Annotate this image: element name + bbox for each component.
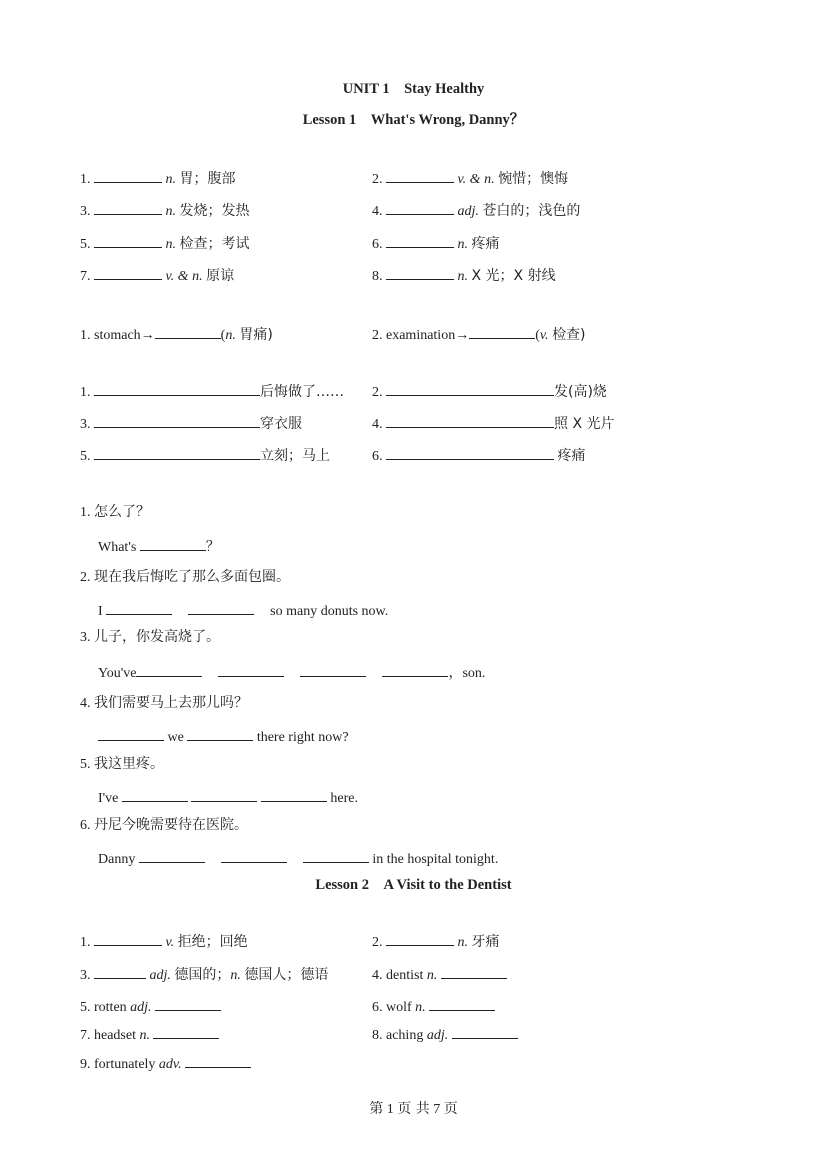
answer-blank[interactable] (386, 931, 454, 946)
answer-blank[interactable] (136, 662, 202, 677)
l1-vocab-item: 3. n. 发烧；发热 (80, 200, 250, 221)
page-footer: 第 1 页 共 7 页 (369, 1101, 458, 1117)
l1-phrase-item: 2. 发(高)烧 (372, 381, 607, 402)
answer-blank[interactable] (94, 168, 162, 183)
l1-vocab-item: 5. n. 检查；考试 (80, 233, 250, 254)
answer-blank[interactable] (94, 413, 260, 428)
answer-blank[interactable] (191, 787, 257, 802)
l1-phrase-item: 4. 照 X 光片 (372, 413, 615, 434)
answer-blank[interactable] (382, 662, 448, 677)
l1-vocab-item: 2. v. & n. 惋惜；懊悔 (372, 168, 568, 189)
l2-vocab-item: 9. fortunately adv. (80, 1053, 251, 1074)
answer-blank[interactable] (452, 1024, 518, 1039)
l1-phrase-item: 3. 穿衣服 (80, 413, 302, 434)
sentence-en: I've here. (98, 787, 358, 808)
answer-blank[interactable] (386, 381, 554, 396)
answer-blank[interactable] (155, 996, 221, 1011)
answer-blank[interactable] (386, 265, 454, 280)
sentence-en: we there right now? (98, 726, 349, 747)
sentence-en: You've ，son. (98, 662, 485, 683)
answer-blank[interactable] (218, 662, 284, 677)
answer-blank[interactable] (94, 964, 146, 979)
sentence-cn: 5. 我这里疼。 (80, 756, 164, 772)
answer-blank[interactable] (221, 848, 287, 863)
answer-blank[interactable] (98, 726, 164, 741)
answer-blank[interactable] (261, 787, 327, 802)
l1-vocab-item: 6. n. 疼痛 (372, 233, 500, 254)
answer-blank[interactable] (188, 600, 254, 615)
sentence-en: I so many donuts now. (98, 600, 388, 621)
l1-derivation-item: 1. stomach→ (n. 胃痛) (80, 324, 273, 345)
sentence-cn: 1. 怎么了？ (80, 504, 150, 520)
answer-blank[interactable] (386, 413, 554, 428)
answer-blank[interactable] (469, 324, 535, 339)
l2-vocab-item: 2. n. 牙痛 (372, 931, 500, 952)
l2-vocab-item: 4. dentist n. (372, 964, 507, 985)
lesson2-title: Lesson 2 A Visit to the Dentist (315, 877, 512, 893)
answer-blank[interactable] (386, 233, 454, 248)
l1-phrase-item: 5. 立刻；马上 (80, 445, 330, 466)
unit-title: UNIT 1 Stay Healthy (342, 81, 485, 97)
l1-vocab-item: 4. adj. 苍白的；浅色的 (372, 200, 580, 221)
sentence-en: What's ？ (98, 536, 220, 557)
answer-blank[interactable] (386, 445, 554, 460)
answer-blank[interactable] (94, 265, 162, 280)
l1-vocab-item: 8. n. X 光；X 射线 (372, 265, 556, 286)
answer-blank[interactable] (94, 445, 260, 460)
sentence-cn: 3. 儿子，你发高烧了。 (80, 629, 220, 645)
answer-blank[interactable] (94, 233, 162, 248)
l2-vocab-item: 3. adj. 德国的；n. 德国人；德语 (80, 964, 328, 985)
answer-blank[interactable] (122, 787, 188, 802)
answer-blank[interactable] (153, 1024, 219, 1039)
sentence-cn: 2. 现在我后悔吃了那么多面包圈。 (80, 569, 290, 585)
answer-blank[interactable] (185, 1053, 251, 1068)
sentence-cn: 4. 我们需要马上去那儿吗？ (80, 695, 248, 711)
l2-vocab-item: 5. rotten adj. (80, 996, 221, 1017)
answer-blank[interactable] (386, 168, 454, 183)
answer-blank[interactable] (429, 996, 495, 1011)
answer-blank[interactable] (139, 848, 205, 863)
answer-blank[interactable] (94, 200, 162, 215)
l1-derivation-item: 2. examination→ (v. 检查) (372, 324, 586, 345)
l2-vocab-item: 6. wolf n. (372, 996, 495, 1017)
answer-blank[interactable] (303, 848, 369, 863)
sentence-en: Danny in the hospital tonight. (98, 848, 498, 869)
answer-blank[interactable] (187, 726, 253, 741)
answer-blank[interactable] (94, 381, 260, 396)
l1-phrase-item: 1. 后悔做了…… (80, 381, 344, 402)
answer-blank[interactable] (94, 931, 162, 946)
lesson1-title: Lesson 1 What's Wrong, Danny？ (302, 112, 525, 128)
answer-blank[interactable] (140, 536, 206, 551)
l2-vocab-item: 8. aching adj. (372, 1024, 518, 1045)
answer-blank[interactable] (386, 200, 454, 215)
answer-blank[interactable] (441, 964, 507, 979)
l1-phrase-item: 6. 疼痛 (372, 445, 586, 466)
l1-vocab-item: 1. n. 胃；腹部 (80, 168, 236, 189)
l1-vocab-item: 7. v. & n. 原谅 (80, 265, 234, 286)
l2-vocab-item: 7. headset n. (80, 1024, 219, 1045)
l2-vocab-item: 1. v. 拒绝；回绝 (80, 931, 248, 952)
answer-blank[interactable] (300, 662, 366, 677)
sentence-cn: 6. 丹尼今晚需要待在医院。 (80, 817, 248, 833)
answer-blank[interactable] (106, 600, 172, 615)
answer-blank[interactable] (155, 324, 221, 339)
